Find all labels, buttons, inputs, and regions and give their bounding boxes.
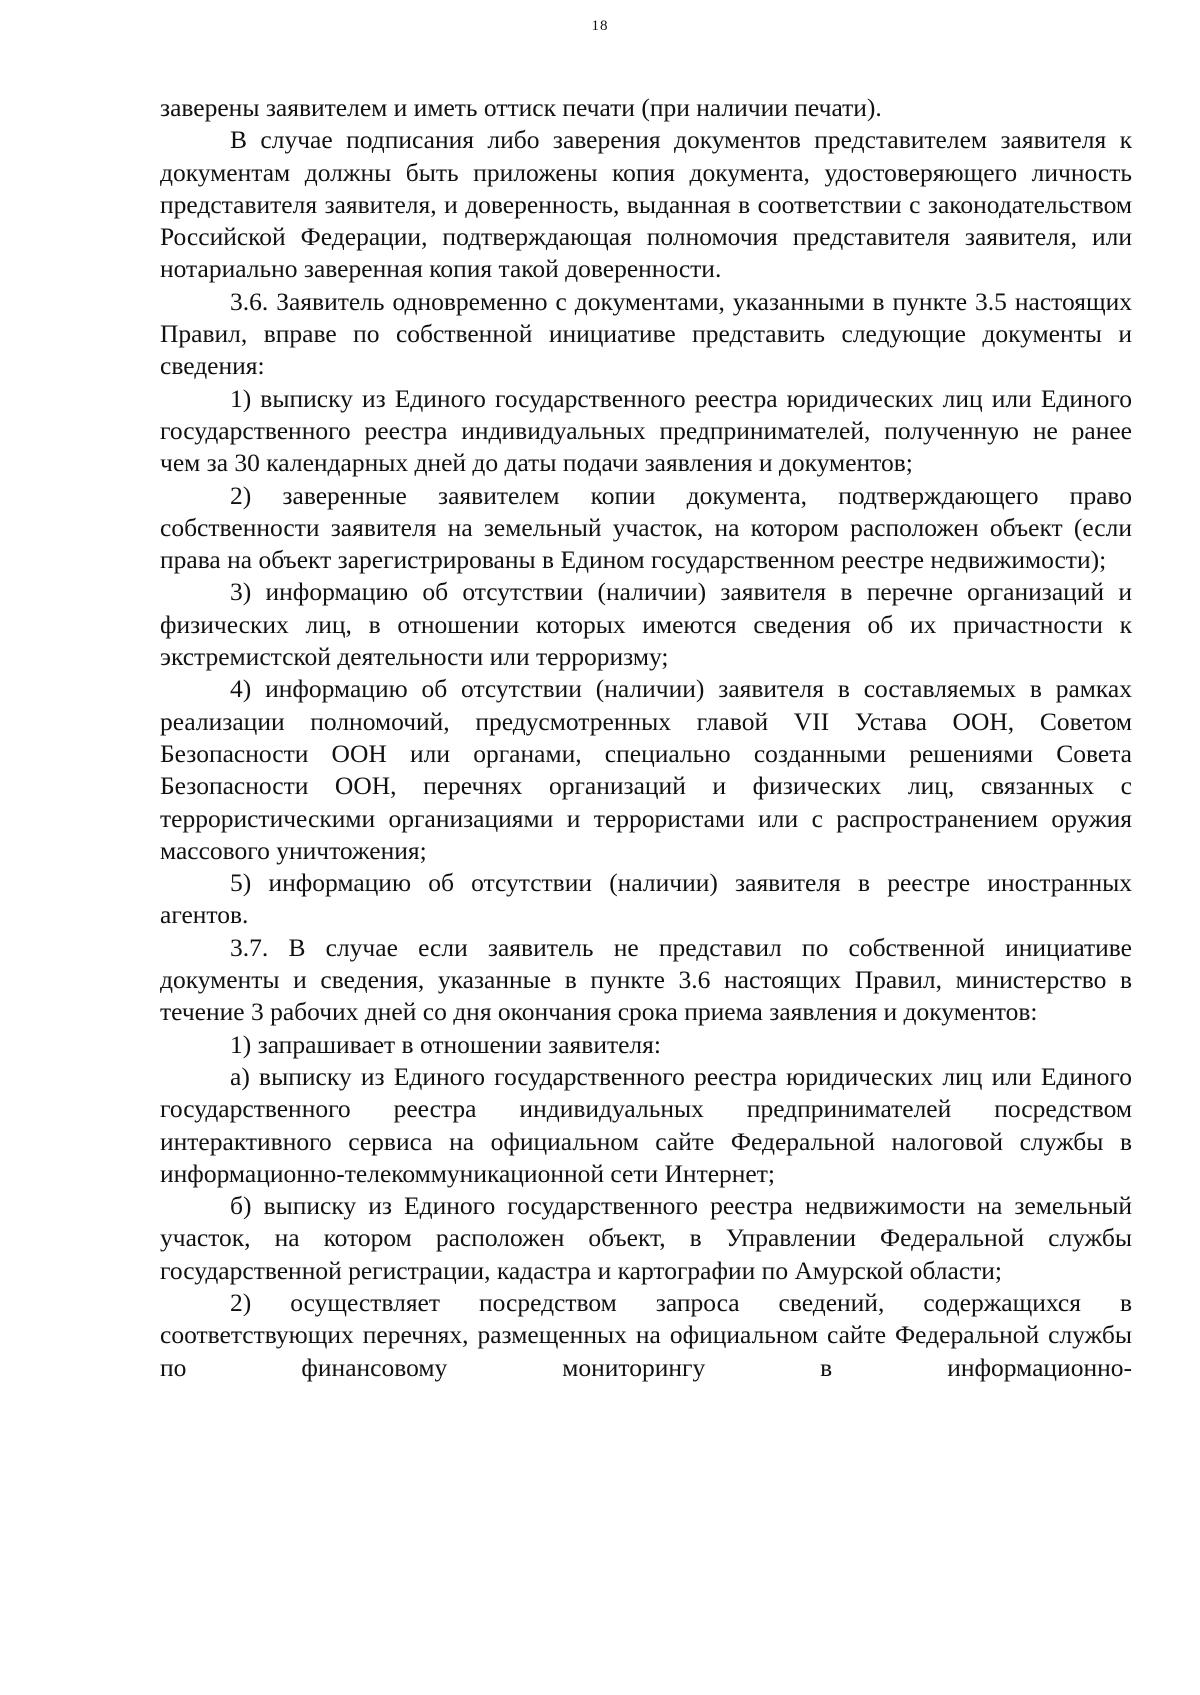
paragraph: 3.7. В случае если заявитель не представил по собственной инициативе документы и сведения, указанные в пункте 3.6 настоящих Правил, министерство в течение 3 рабочих дней со дня окончания срока приема заявления и документов:	[160, 932, 1132, 1027]
paragraph: б) выписку из Единого государственного реестра недвижимости на земельный участок, на котором расположен объект, в Управлении Федеральной службы государственной регистрации, кадастра и картографии по Амурской области;	[160, 1191, 1132, 1285]
document-body	[160, 92, 1132, 1384]
paragraph: 4) информацию об отсутствии (наличии) заявителя в составляемых в рамках реализации полномочий, предусмотренных главой VII Устава ООН, Советом Безопасности ООН или органами, специально созданными решениями Совета Безопасности ООН, перечнях организаций и физических лиц, связанных с террористическими организациями и террористами или с распространением оружия массового уничтожения;	[160, 674, 1132, 865]
paragraph: 3.6. Заявитель одновременно с документами, указанными в пункте 3.5 настоящих Правил, вправе по собственной инициативе представить следующие документы и сведения:	[160, 286, 1132, 381]
paragraph: 1) запрашивает в отношении заявителя:	[230, 1029, 661, 1059]
paragraph: 5) информацию об отсутствии (наличии) заявителя в реестре иностранных агентов.	[160, 868, 1132, 930]
paragraph: 2) заверенные заявителем копии документа, подтверждающего право собственности заявителя на земельный участок, на котором расположен объект (если права на объект зарегистрированы в Едином государственном реестре недвижимости);	[160, 480, 1132, 575]
paragraph: заверены заявителем и иметь оттиск печати (при наличии печати).	[160, 93, 882, 122]
paragraph: 2) осуществляет посредством запроса сведений, содержащихся в соответствующих перечнях, размещенных на официальном сайте Федеральной службы по финансовому мониторингу в информационно-	[160, 1287, 1132, 1382]
page-number: 18	[591, 18, 609, 34]
paragraph: 1) выписку из Единого государственного реестра юридических лиц или Единого государственного реестра индивидуальных предпринимателей, полученную не ранее чем за 30 календарных дней до даты подачи заявления и документов;	[160, 383, 1132, 478]
paragraph: а) выписку из Единого государственного реестра юридических лиц или Единого государственного реестра индивидуальных предпринимателей посредством интерактивного сервиса на официальном сайте Федеральной налоговой службы в информационно-телекоммуникационной сети Интернет;	[160, 1061, 1132, 1188]
paragraph: 3) информацию об отсутствии (наличии) заявителя в перечне организаций и физических лиц, в отношении которых имеются сведения об их причастности к экстремистской деятельности или терроризму;	[160, 577, 1132, 672]
paragraph: В случае подписания либо заверения документов представителем заявителя к документам должны быть приложены копия документа, удостоверяющего личность представителя заявителя, и доверенность, выданная в соответствии с законодательством Российской Федерации, подтверждающая полномочия представителя заявителя, или нотариально заверенная копия такой доверенности.	[160, 125, 1132, 284]
